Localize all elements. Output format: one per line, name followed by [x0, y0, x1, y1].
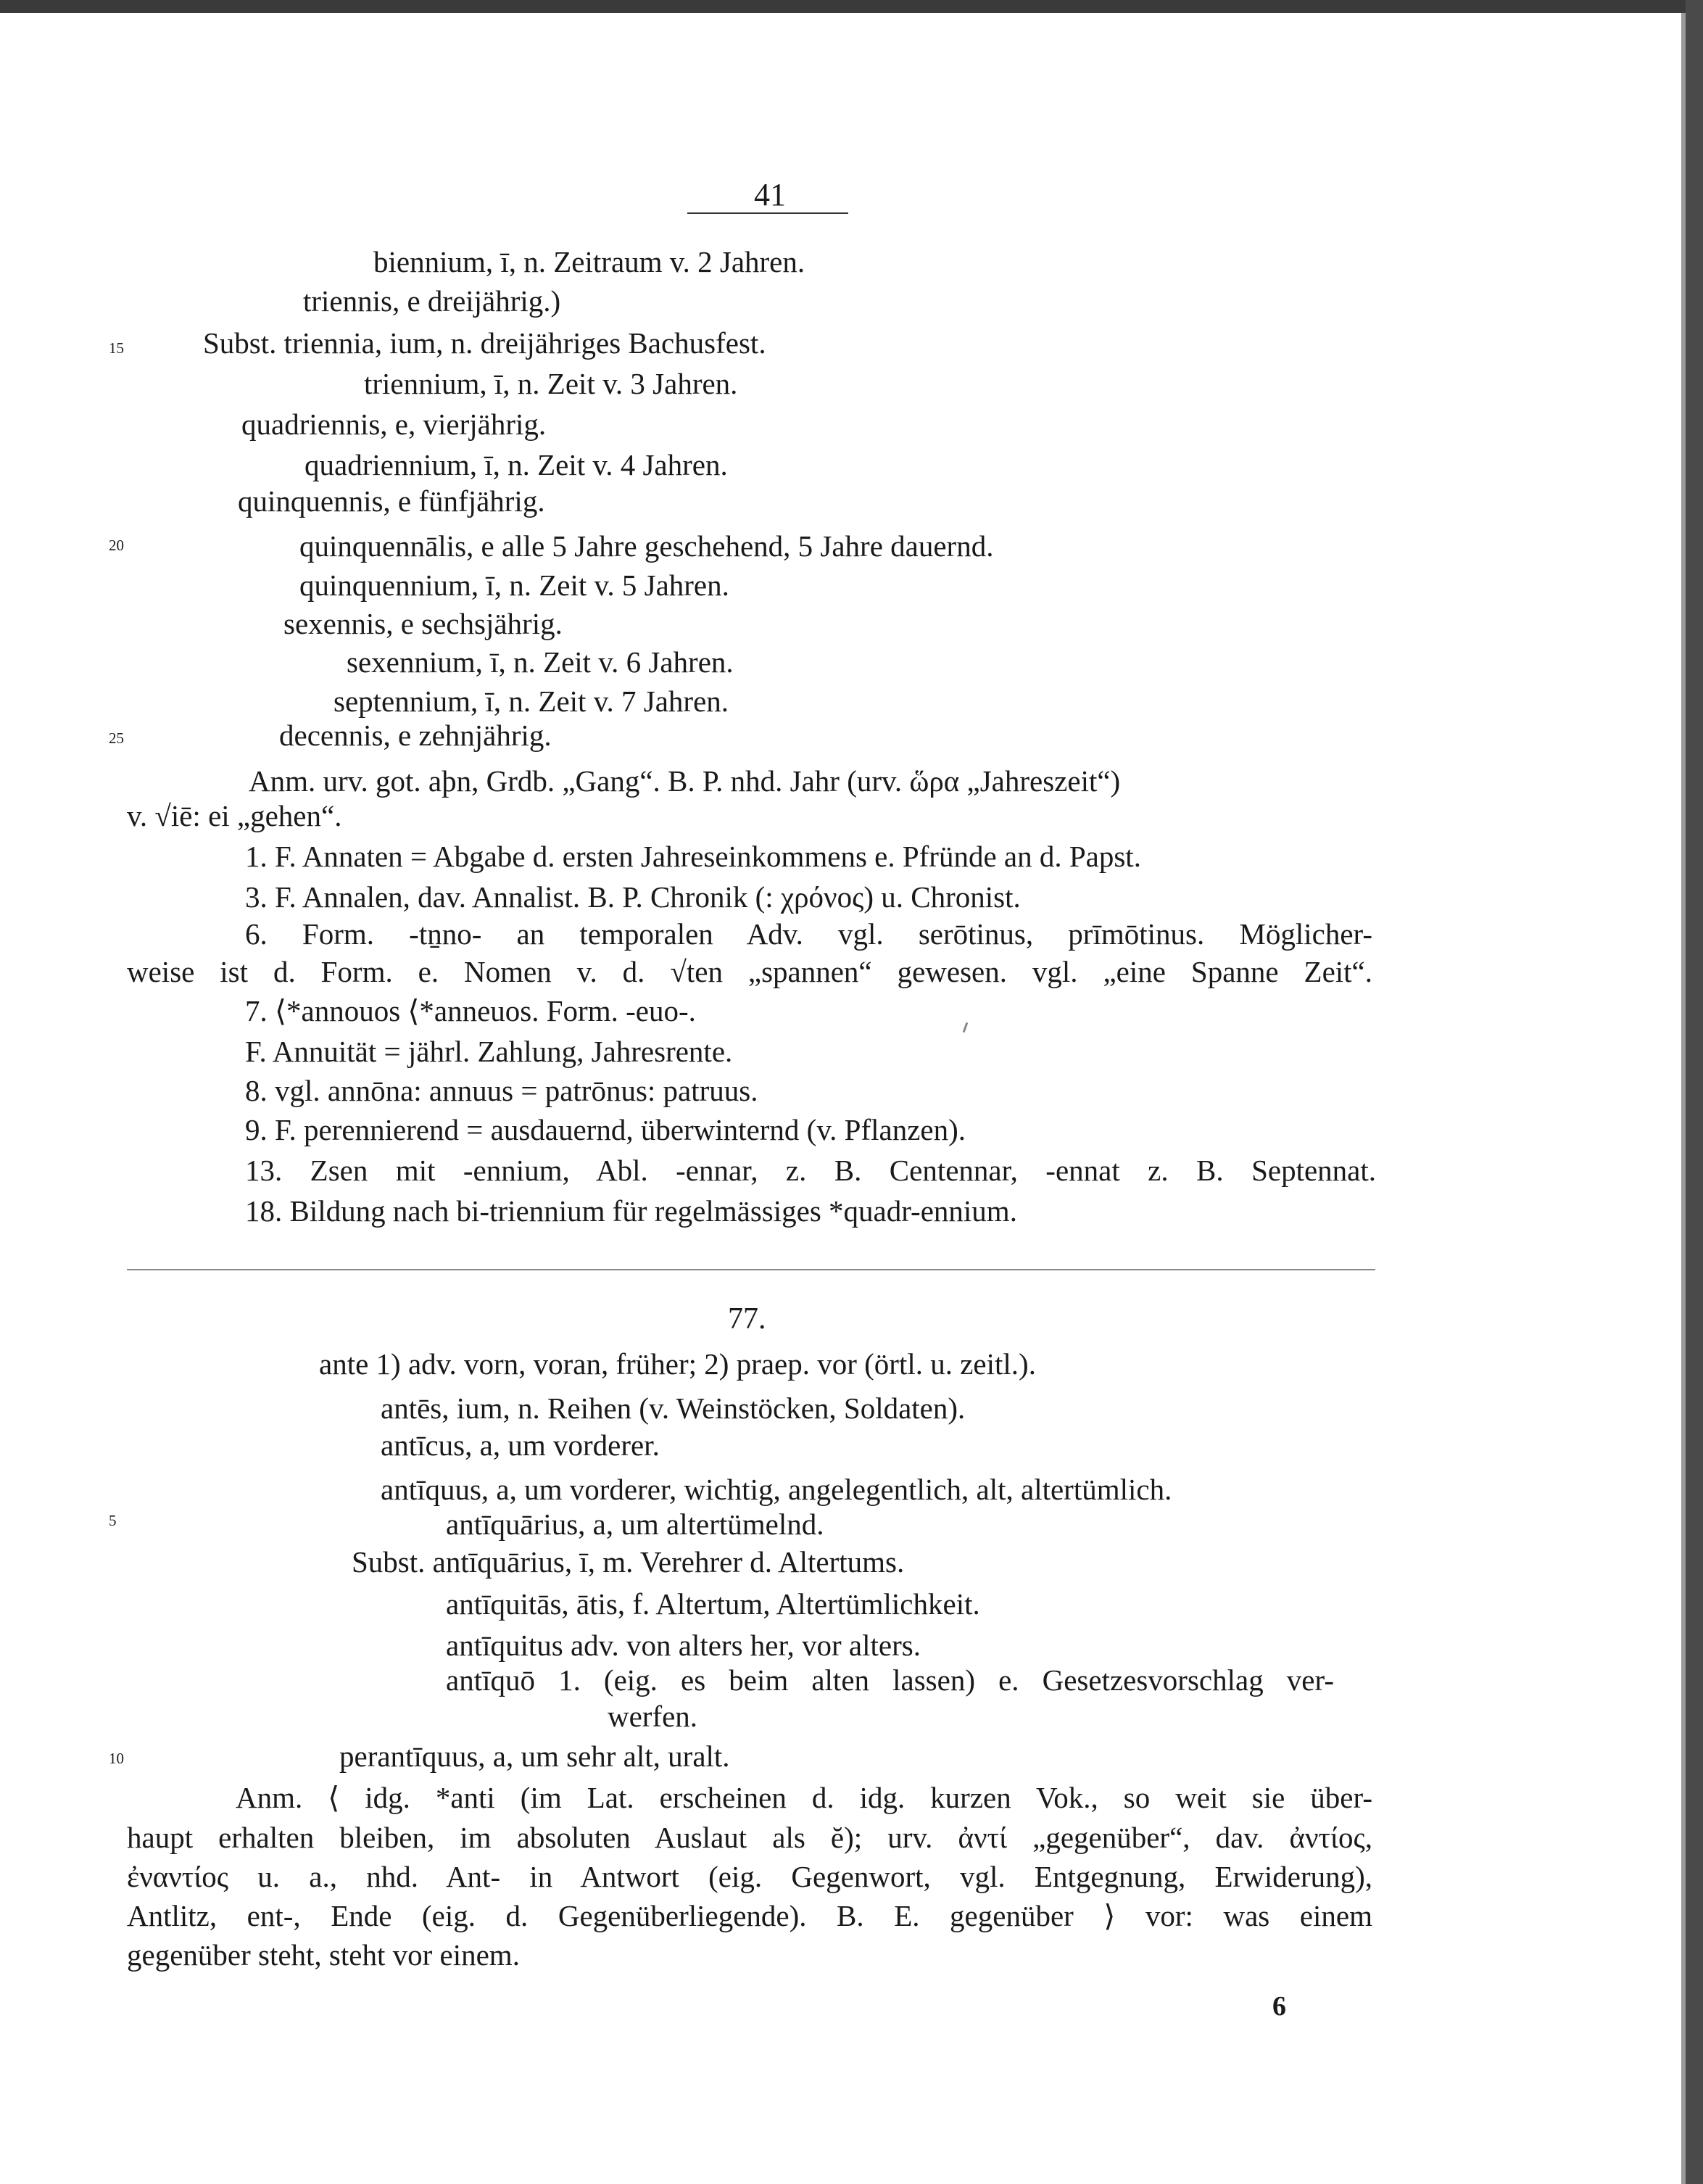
- text-line: 6. Form. -tṉno- an temporalen Adv. vgl. serōtinus, prīmōtinus. Möglicher-: [245, 917, 1372, 951]
- text-line: antīquō 1. (eig. es beim alten lassen) e. Gesetzesvorschlag ver-: [446, 1663, 1334, 1697]
- margin-line-number: 20: [109, 537, 124, 554]
- text-line: antēs, ium, n. Reihen (v. Weinstöcken, Soldaten).: [381, 1391, 966, 1425]
- text-line: weise ist d. Form. e. Nomen v. d. √ten „spannen“ gewesen. vgl. „eine Spanne Zeit“.: [127, 955, 1372, 988]
- margin-line-number: 10: [109, 1750, 124, 1767]
- margin-line-number: 15: [109, 339, 124, 357]
- page-number-underline: [687, 212, 848, 214]
- scan-top-border: [0, 0, 1703, 13]
- text-line: quinquennis, e fünfjährig.: [238, 484, 545, 518]
- text-line: gegenüber steht, steht vor einem.: [127, 1938, 520, 1972]
- text-line: triennis, e dreijährig.): [303, 284, 561, 318]
- text-line: 9. F. perennierend = ausdauernd, überwinternd (v. Pflanzen).: [245, 1113, 966, 1146]
- scan-right-border: [1686, 0, 1703, 2184]
- text-line: ante 1) adv. vorn, voran, früher; 2) praep. vor (örtl. u. zeitl.).: [319, 1347, 1036, 1381]
- printer-signature-mark: 6: [1272, 1991, 1286, 2022]
- text-line: 18. Bildung nach bi-triennium für regelmässiges *quadr-ennium.: [245, 1194, 1017, 1228]
- scan-speck: [963, 1022, 969, 1033]
- text-line: v. √iē: ei „gehen“.: [127, 799, 342, 832]
- text-line: haupt erhalten bleiben, im absoluten Auslaut als ĕ); urv. ἀντί „gegenüber“, dav. ἀντίος,: [127, 1821, 1372, 1854]
- text-line: antīquus, a, um vorderer, wichtig, angelegentlich, alt, altertümlich.: [381, 1473, 1172, 1506]
- text-line: antīquārius, a, um altertümelnd.: [446, 1507, 824, 1541]
- text-line: 3. F. Annalen, dav. Annalist. B. P. Chronik (: χρόνος) u. Chronist.: [245, 880, 1021, 914]
- text-line: sexennis, e sechsjährig.: [283, 607, 563, 640]
- text-line: quadriennium, ī, n. Zeit v. 4 Jahren.: [304, 448, 728, 481]
- text-line: 8. vgl. annōna: annuus = patrōnus: patruus.: [245, 1074, 758, 1107]
- text-line: Antlitz, ent-, Ende (eig. d. Gegenüberliegende). B. E. gegenüber ⟩ vor: was einem: [127, 1899, 1372, 1932]
- text-line: antīquitās, ātis, f. Altertum, Altertümlichkeit.: [446, 1587, 980, 1621]
- text-line: septennium, ī, n. Zeit v. 7 Jahren.: [333, 684, 729, 718]
- text-line: ἐναντίος u. a., nhd. Ant- in Antwort (eig. Gegenwort, vgl. Entgegnung, Erwiderung),: [127, 1860, 1372, 1893]
- text-line: biennium, ī, n. Zeitraum v. 2 Jahren.: [373, 245, 805, 278]
- section-number: 77.: [728, 1302, 766, 1336]
- text-line: 7. ⟨*annouos ⟨*anneuos. Form. -euo-.: [245, 994, 696, 1027]
- text-line: antīcus, a, um vorderer.: [381, 1428, 660, 1462]
- text-line: werfen.: [608, 1700, 698, 1733]
- text-line: 13. Zsen mit -ennium, Abl. -ennar, z. B. Centennar, -ennat z. B. Septennat.: [245, 1154, 1376, 1187]
- page-number: 41: [754, 177, 786, 212]
- text-line: Anm. ⟨ idg. *anti (im Lat. erscheinen d. idg. kurzen Vok., so weit sie über-: [236, 1781, 1372, 1814]
- text-line: decennis, e zehnjährig.: [279, 719, 552, 752]
- text-line: sexennium, ī, n. Zeit v. 6 Jahren.: [347, 645, 734, 679]
- text-line: triennium, ī, n. Zeit v. 3 Jahren.: [364, 367, 738, 400]
- margin-line-number: 25: [109, 729, 124, 747]
- text-line: perantīquus, a, um sehr alt, uralt.: [339, 1740, 730, 1773]
- text-line: F. Annuität = jährl. Zahlung, Jahresrente.: [245, 1035, 733, 1068]
- text-line: 1. F. Annaten = Abgabe d. ersten Jahreseinkommens e. Pfründe an d. Papst.: [245, 840, 1141, 873]
- section-separator: [127, 1269, 1375, 1270]
- text-line: Subst. antīquārius, ī, m. Verehrer d. Altertums.: [352, 1545, 905, 1579]
- text-line: quadriennis, e, vierjährig.: [241, 408, 547, 441]
- text-line: quinquennium, ī, n. Zeit v. 5 Jahren.: [299, 568, 729, 602]
- text-line: Subst. triennia, ium, n. dreijähriges Bachusfest.: [203, 326, 766, 360]
- text-line: antīquitus adv. von alters her, vor alters.: [446, 1629, 921, 1662]
- scan-right-edge-shadow: [1681, 13, 1686, 2184]
- text-line: Anm. urv. got. aþn, Grdb. „Gang“. B. P. nhd. Jahr (urv. ὥρα „Jahreszeit“): [249, 764, 1121, 798]
- text-line: quinquennālis, e alle 5 Jahre geschehend, 5 Jahre dauernd.: [299, 529, 994, 563]
- margin-line-number: 5: [109, 1512, 117, 1529]
